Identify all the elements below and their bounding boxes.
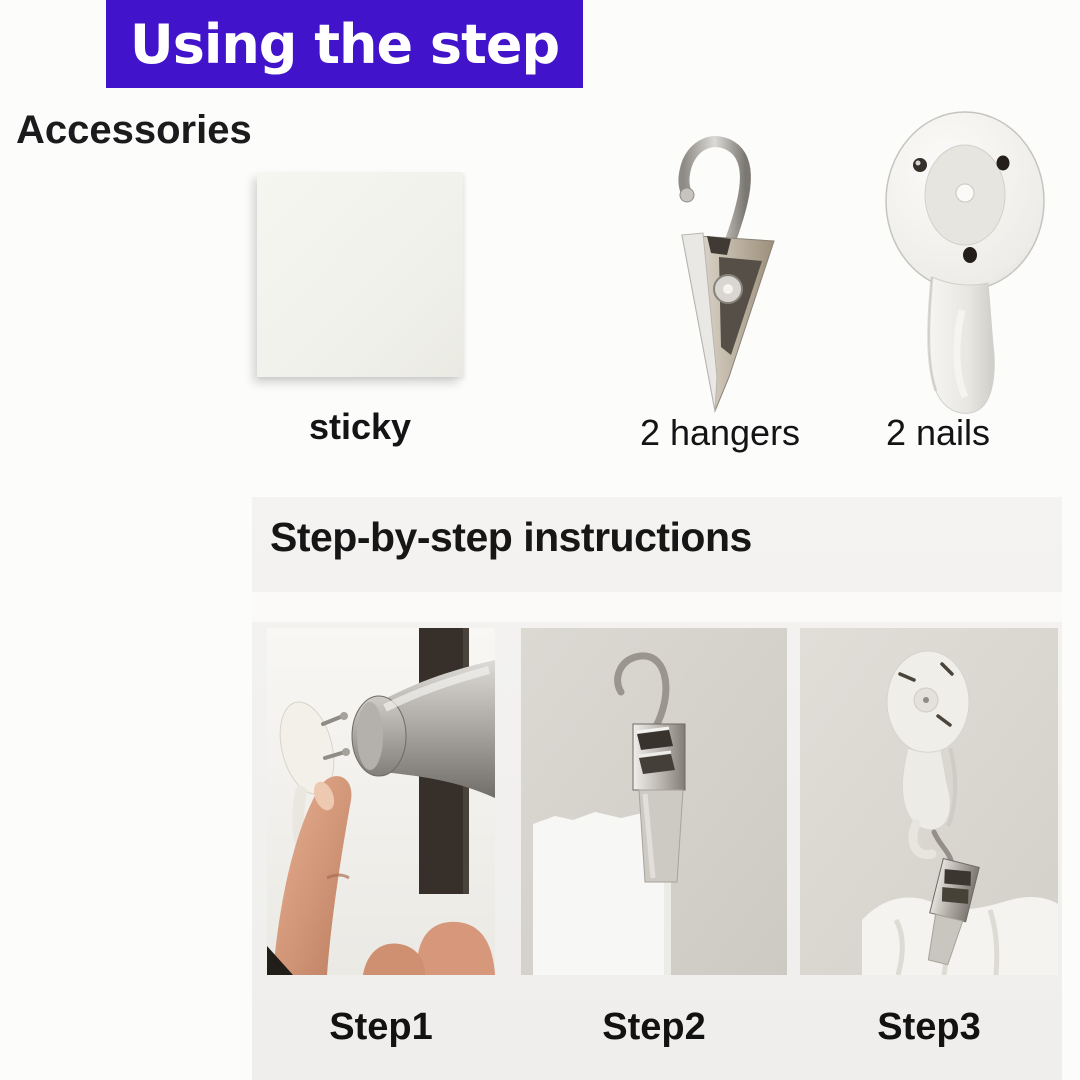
- step2-label: Step2: [602, 1006, 706, 1048]
- sticky-label: sticky: [308, 406, 412, 447]
- step3-label: Step3: [877, 1006, 981, 1048]
- accessories-heading: Accessories: [16, 108, 252, 152]
- hanger-clip-icon: [645, 115, 810, 420]
- title-banner: [106, 0, 583, 88]
- page-title: Using the step: [129, 12, 560, 76]
- hangers-label: 2 hangers: [639, 412, 801, 453]
- step1-label: Step1: [329, 1006, 433, 1048]
- step1-photo: [267, 628, 495, 975]
- panel-highlight-band: [252, 592, 1062, 622]
- instructions-heading: Step-by-step instructions: [270, 514, 752, 560]
- step3-photo: [800, 628, 1058, 975]
- nails-label: 2 nails: [885, 412, 991, 453]
- wall-hook-icon: [870, 105, 1060, 425]
- sticky-pad-icon: [257, 172, 463, 377]
- step2-photo: [521, 628, 787, 975]
